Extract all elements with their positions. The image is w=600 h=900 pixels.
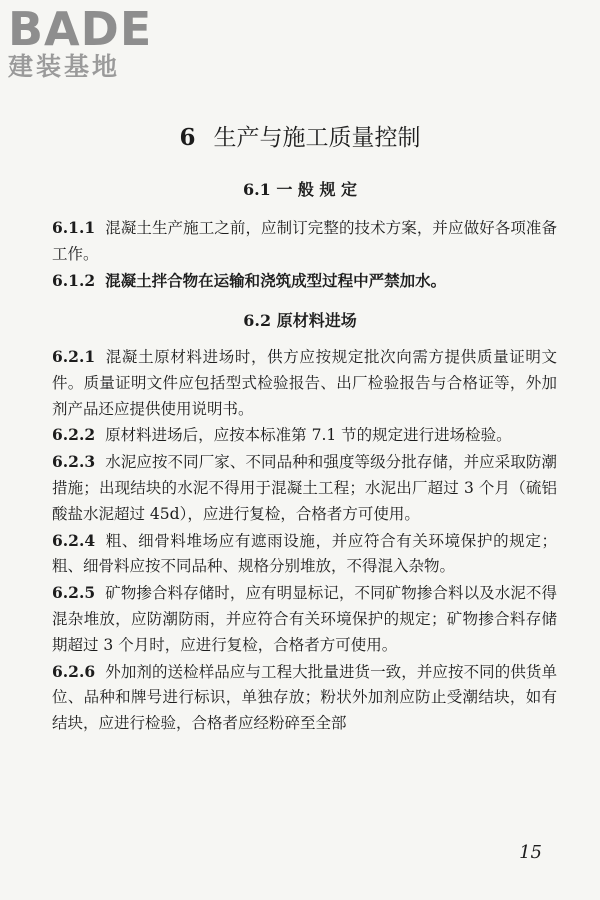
clause-6-2-3 [52,449,557,527]
logo-wordmark: BADE [8,2,153,56]
clause-text: 混凝土生产施工之前，应制订完整的技术方案，并应做好各项准备工作。 [52,219,557,263]
clause-text: 粗、细骨料堆场应有遮雨设施，并应符合有关环境保护的规定；粗、细骨料应按不同品种、规格分别堆放，不得混入杂物。 [52,531,557,576]
clause-6-1-1 [52,215,557,268]
clause-number: 6.1.2 [52,270,96,290]
chapter-title [0,123,600,153]
clause-number: 6.2.1 [52,347,96,366]
clause-number: 6.2.2 [52,425,96,445]
clause-number: 6.2.3 [52,452,96,472]
section-heading-6-2: 6.2 原材料进场 [243,311,357,330]
clause-number: 6.2.5 [52,583,96,603]
page-number: 15 [519,842,542,863]
chapter-title-text: 生产与施工质量控制 [213,125,421,151]
clause-number: 6.2.4 [52,530,96,550]
clause-number: 6.1.1 [52,218,96,237]
clause-text: 外加剂的送检样品应与工程大批量进货一致，并应按不同的供货单位、品种和牌号进行标识，单独存放；粉状外加剂应防止受潮结块，如有结块，应进行检验，合格者应经粉碎至全部 [52,662,557,733]
section-6-2-body [52,344,557,737]
clause-6-2-6 [52,659,557,737]
clause-text: 混凝土原材料进场时，供方应按规定批次向需方提供质量证明文件。质量证明文件应包括型式检验报告、出厂检验报告与合格证等，外加剂产品还应提供使用说明书。 [52,348,557,418]
clause-text: 混凝土拌合物在运输和浇筑成型过程中严禁加水。 [105,270,447,290]
watermark-logo [8,4,178,82]
clause-6-2-4 [52,528,557,581]
clause-text: 原材料进场后，应按本标准第 7.1 节的规定进行进场检验。 [105,426,512,445]
logo-chinese-text: 建装基地 [8,52,121,81]
section-6-1-body [52,215,557,294]
clause-text: 矿物掺合料存储时，应有明显标记，不同矿物掺合料以及水泥不得混杂堆放，应防潮防雨，并应符合有关环境保护的规定；矿物掺合料存储期超过 3 个月时，应进行复检，合格者方可使用。 [52,584,557,654]
clause-6-2-2 [52,422,557,449]
clause-6-1-2 [52,268,557,295]
clause-6-2-5 [52,580,557,658]
section-heading-6-1: 6.1 一 般 规 定 [242,180,358,199]
clause-number: 6.2.6 [52,661,96,681]
chapter-number: 6 [179,124,196,151]
clause-text: 水泥应按不同厂家、不同品种和强度等级分批存储，并应采取防潮措施；出现结块的水泥不得用于混凝土工程；水泥出厂超过 3 个月（硫铝酸盐水泥超过 45d），应进行复检，合格者方可使用。 [52,453,557,523]
clause-6-2-1 [52,344,557,422]
